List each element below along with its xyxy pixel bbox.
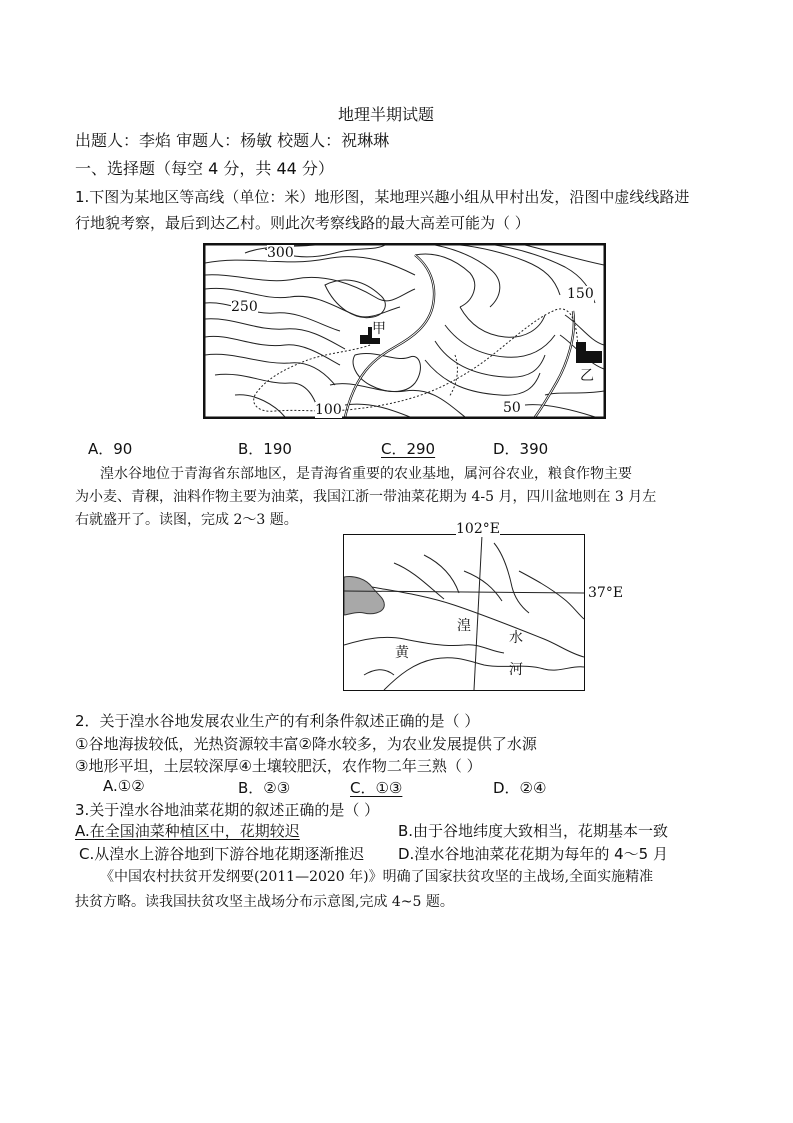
question-3-option-a: A.在全国油菜种植区中，花期较迟 (75, 822, 300, 840)
question-3-stem: 3.关于湟水谷地油菜花期的叙述正确的是（ ） (75, 801, 380, 819)
huangshui-label-1: 湟 (457, 618, 471, 634)
question-2-stem: 2．关于湟水谷地发展农业生产的有利条件叙述正确的是（ ） (75, 712, 480, 730)
passage-1-line1: 湟水谷地位于青海省东部地区，是青海省重要的农业基地，属河谷农业，粮食作物主要 (100, 466, 632, 482)
question-1-option-c: C．290 (381, 440, 436, 458)
contour-label-300: 300 (267, 245, 294, 261)
question-1-stem-line1: 1.下图为某地区等高线（单位：米）地形图，某地理兴趣小组从甲村出发，沿图中虚线线路进 (75, 188, 690, 206)
passage-2-line1: 《中国农村扶贫开发纲要(2011—2020 年)》明确了国家扶贫攻坚的主战场,全面实施精准 (100, 869, 654, 885)
passage-1-line3: 右就盛开了。读图，完成 2～3 题。 (75, 512, 298, 528)
yellow-river-label-1: 黄 (395, 645, 409, 661)
longitude-label: 102°E (456, 521, 500, 537)
question-1-option-d: D．390 (493, 440, 549, 458)
question-2-statements-line1: ①谷地海拔较低，光热资源较丰富②降水较多，为农业发展提供了水源 (75, 735, 537, 753)
contour-label-150: 150 (567, 286, 594, 302)
question-2-option-b: B．②③ (238, 779, 291, 797)
latitude-label: 37°E (588, 585, 624, 601)
question-2-option-a: A.①② (103, 777, 145, 795)
question-2-option-d: D．②④ (493, 779, 547, 797)
huangshui-label-2: 水 (509, 630, 523, 646)
contour-label-50: 50 (503, 400, 521, 416)
authors-line: 出题人：李焰 审题人：杨敏 校题人：祝琳琳 (75, 131, 390, 150)
yellow-river-label-2: 河 (509, 662, 523, 678)
question-1-option-a: A．90 (88, 440, 133, 458)
passage-2-line2: 扶贫方略。读我国扶贫攻坚主战场分布示意图,完成 4~5 题。 (75, 894, 454, 910)
contour-map (203, 243, 606, 419)
question-3-option-b: B.由于谷地纬度大致相当，花期基本一致 (398, 822, 669, 840)
village-jia-label: 甲 (372, 318, 386, 338)
section-heading: 一、选择题（每空 4 分，共 44 分） (75, 159, 334, 178)
question-2-statements-line2: ③地形平坦，土层较深厚④土壤较肥沃，农作物二年三熟（ ） (75, 757, 482, 775)
huangshui-valley-map (343, 521, 624, 691)
contour-label-250: 250 (231, 299, 258, 315)
page-title: 地理半期试题 (338, 105, 435, 124)
contour-label-100: 100 (315, 402, 342, 418)
question-3-option-c: C.从湟水上游谷地到下游谷地花期逐渐推迟 (79, 845, 365, 863)
question-1-option-b: B．190 (238, 440, 292, 458)
question-3-option-d: D.湟水谷地油菜花花期为每年的 4～5 月 (398, 845, 668, 863)
village-yi-label: 乙 (580, 365, 594, 385)
question-1-stem-line2: 行地貌考察，最后到达乙村。则此次考察线路的最大高差可能为（ ） (75, 214, 530, 232)
passage-1-line2: 为小麦、青稞，油料作物主要为油菜，我国江浙一带油菜花期为 4-5 月，四川盆地则在 3 月左 (75, 489, 657, 505)
question-2-option-c: C．①③ (350, 779, 403, 797)
huangshui-map-drawing (344, 535, 584, 690)
contour-map-drawing (205, 245, 604, 417)
